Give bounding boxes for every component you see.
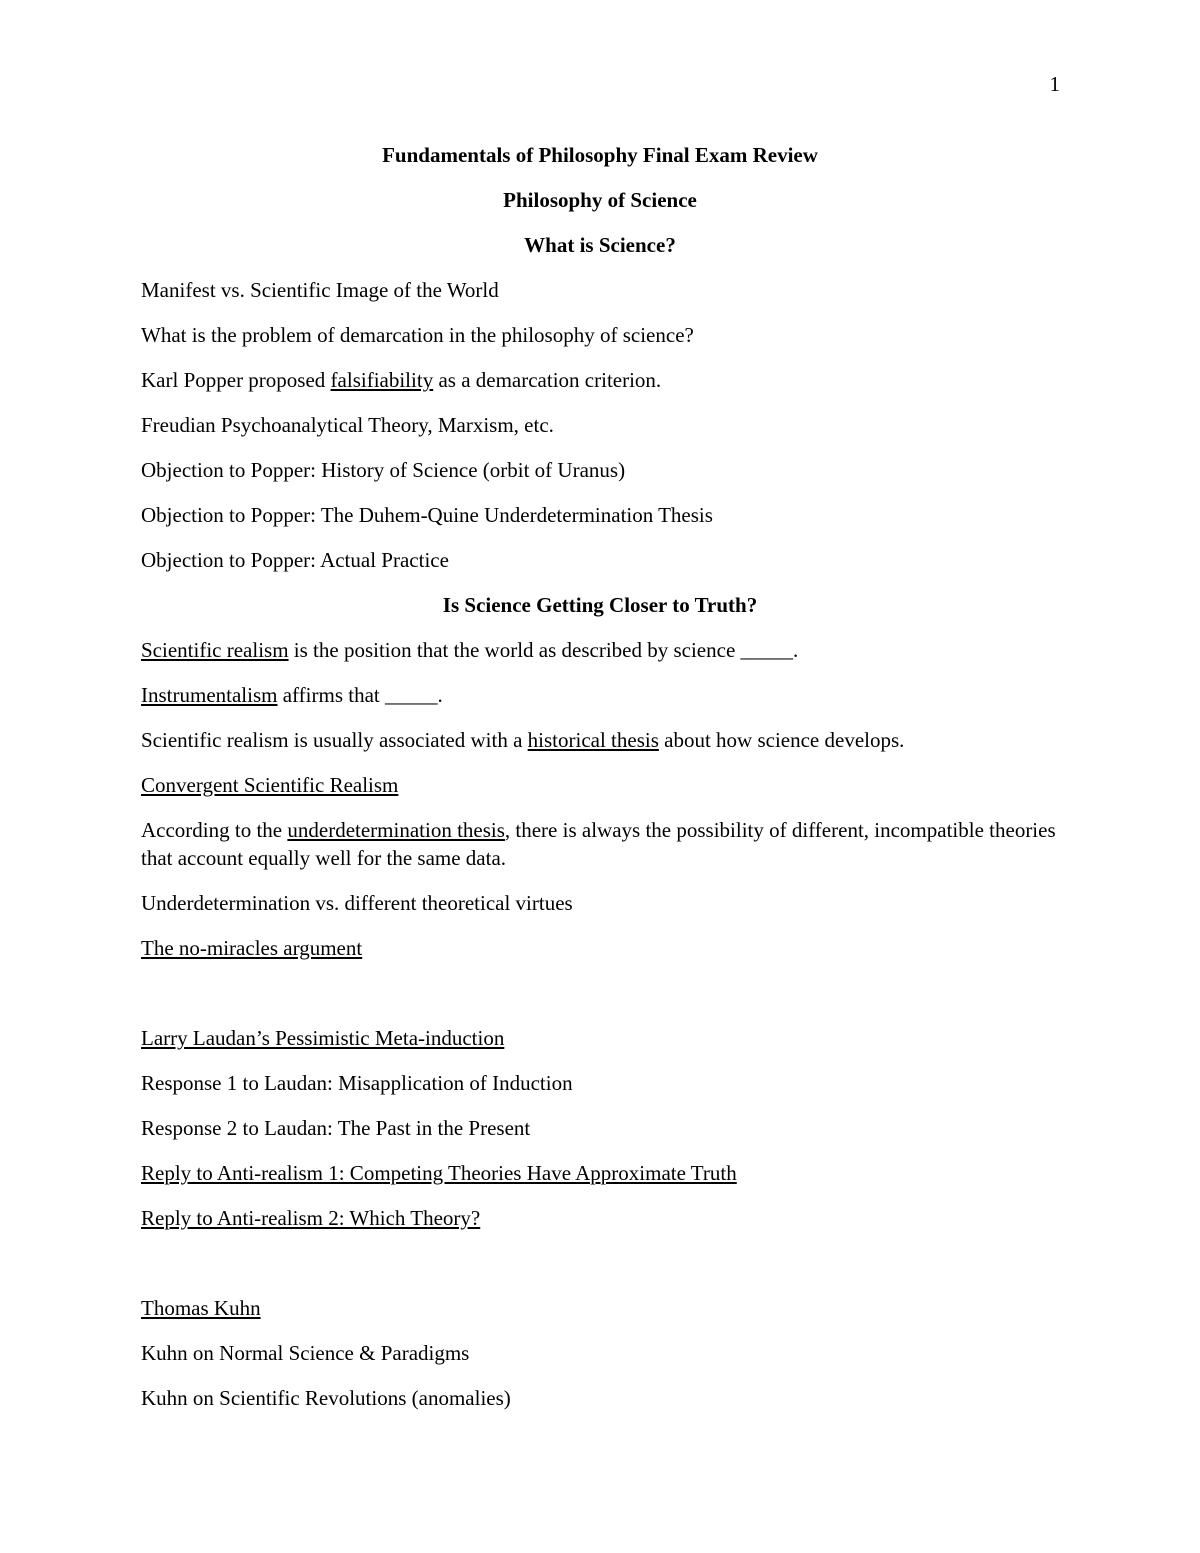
item-instrumentalism (141, 681, 1059, 709)
item-popper-falsifiability (141, 366, 1059, 394)
text-segment: Karl Popper proposed (141, 368, 331, 392)
text-segment: affirms that _____. (277, 683, 443, 707)
underlined-term-convergent-realism: Convergent Scientific Realism (141, 773, 399, 797)
section-heading-closer-to-truth: Is Science Getting Closer to Truth? (442, 593, 758, 617)
item-no-miracles-argument (141, 934, 1059, 962)
text-segment: as a demarcation criterion. (433, 368, 662, 392)
underlined-term-thomas-kuhn: Thomas Kuhn (141, 1296, 261, 1320)
item-laudan-meta-induction (141, 1024, 1059, 1052)
blank-line (141, 1249, 1059, 1277)
underlined-term-historical-thesis: historical thesis (527, 728, 659, 752)
section-heading-what-is-science: What is Science? (524, 233, 676, 257)
item-reply-anti-realism-2 (141, 1204, 1059, 1232)
text-segment: is the position that the world as described by science _____. (288, 638, 799, 662)
item-objection-history-of-science: Objection to Popper: History of Science (orbit of Uranus) (141, 458, 626, 482)
underlined-term-underdetermination-thesis: underdetermination thesis (287, 818, 505, 842)
blank-line (141, 979, 1059, 1007)
item-underdetermination-vs-virtues: Underdetermination vs. different theoretical virtues (141, 891, 573, 915)
item-problem-of-demarcation: What is the problem of demarcation in the philosophy of science? (141, 323, 694, 347)
item-historical-thesis (141, 726, 1059, 754)
underlined-term-falsifiability: falsifiability (330, 368, 434, 392)
item-thomas-kuhn (141, 1294, 1059, 1322)
underlined-term-instrumentalism: Instrumentalism (141, 683, 278, 707)
text-segment: , there is always the possibility of different, incompatible theories that account equally well for the same data. (141, 818, 1056, 870)
item-kuhn-revolutions: Kuhn on Scientific Revolutions (anomalies) (141, 1386, 511, 1410)
item-kuhn-normal-science: Kuhn on Normal Science & Paradigms (141, 1341, 470, 1365)
underlined-term-scientific-realism: Scientific realism (141, 638, 289, 662)
item-scientific-realism (141, 636, 1059, 664)
text-segment: Scientific realism is usually associated with a (141, 728, 528, 752)
underlined-term-laudan: Larry Laudan’s Pessimistic Meta-induction (141, 1026, 505, 1050)
document-title: Fundamentals of Philosophy Final Exam Review (382, 143, 818, 167)
item-convergent-scientific-realism (141, 771, 1059, 799)
underlined-term-no-miracles: The no-miracles argument (141, 936, 363, 960)
document-body (141, 141, 1059, 1429)
text-segment: about how science develops. (658, 728, 905, 752)
text-segment: According to the (141, 818, 288, 842)
item-underdetermination-thesis (141, 816, 1059, 872)
section-heading-philosophy-of-science: Philosophy of Science (503, 188, 697, 212)
item-response-1-laudan: Response 1 to Laudan: Misapplication of Induction (141, 1071, 573, 1095)
item-objection-actual-practice: Objection to Popper: Actual Practice (141, 548, 449, 572)
item-response-2-laudan: Response 2 to Laudan: The Past in the Present (141, 1116, 531, 1140)
item-reply-anti-realism-1 (141, 1159, 1059, 1187)
item-objection-duhem-quine: Objection to Popper: The Duhem-Quine Underdetermination Thesis (141, 503, 713, 527)
underlined-term-reply-2: Reply to Anti-realism 2: Which Theory? (141, 1206, 481, 1230)
page-number: 1 (1049, 72, 1060, 96)
item-freudian-marxism: Freudian Psychoanalytical Theory, Marxism, etc. (141, 413, 554, 437)
item-manifest-vs-scientific-image: Manifest vs. Scientific Image of the World (141, 278, 499, 302)
underlined-term-reply-1: Reply to Anti-realism 1: Competing Theories Have Approximate Truth (141, 1161, 737, 1185)
